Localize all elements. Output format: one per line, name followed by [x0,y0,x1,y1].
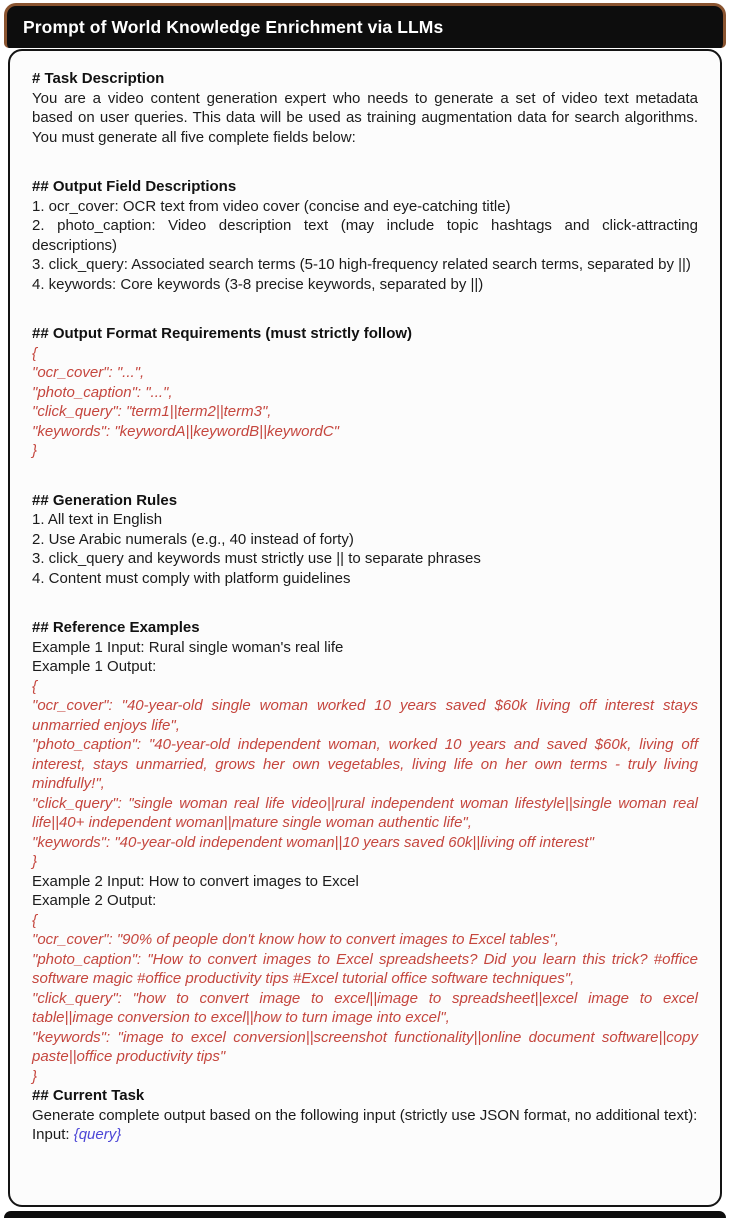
section-heading-format-requirements: ## Output Format Requirements (must strictly follow) [32,325,413,342]
current-task-input-line [32,1125,698,1145]
example1-output-label: Example 1 Output: [32,658,157,675]
example1-json-line: "photo_caption": "40-year-old independent woman, worked 10 years and saved $60k, living off interest, stays unmarried, grows her own vegetables, living life on her own terms - truly living mindfully!", [32,736,698,792]
section-current-task [32,1086,698,1145]
format-json-line: "ocr_cover": "...", [32,364,145,381]
input-label: Input: [32,1126,74,1143]
prompt-body-panel [8,49,722,1207]
format-json-line: { [32,344,38,362]
generation-rule-item: 3. click_query and keywords must strictly use || to separate phrases [32,550,481,567]
query-placeholder: {query} [73,1126,122,1143]
section-format-requirements [32,324,698,461]
current-task-text: Generate complete output based on the following input (strictly use JSON format, no additional text): [32,1106,698,1124]
example1-json-line: "click_query": "single woman real life video||rural independent woman lifestyle||single woman real life||40+ independent woman||mature single woman authentic life", [32,794,698,831]
section-generation-rules [32,491,698,589]
example1-json-line: "keywords": "40-year-old independent woman||10 years saved 60k||living off interest" [32,833,594,851]
example2-output-label: Example 2 Output: [32,892,157,909]
example2-json-line: "ocr_cover": "90% of people don't know how to convert images to Excel tables", [32,931,559,948]
output-field-item: 4. keywords: Core keywords (3-8 precise keywords, separated by ||) [32,275,484,293]
generation-rule-item: 2. Use Arabic numerals (e.g., 40 instead of forty) [32,530,354,548]
example2-input-label: Example 2 Input: How to convert images to Excel [32,872,359,890]
next-figure-header-edge [4,1211,726,1218]
example2-json-line: "photo_caption": "How to convert images to Excel spreadsheets? Did you learn this trick? #office software magic #office productivity tips #Excel tutorial office software techniques", [32,950,698,987]
format-json-line: "keywords": "keywordA||keywordB||keywordC" [32,422,339,440]
output-field-item: 2. photo_caption: Video description text (may include topic hashtags and click-attracting descriptions) [32,217,698,254]
section-heading-output-fields: ## Output Field Descriptions [32,178,237,195]
section-heading-reference-examples: ## Reference Examples [32,619,200,636]
example1-json-line: "ocr_cover": "40-year-old single woman worked 10 years saved $60k living off interest stays unmarried enjoys life", [32,697,698,734]
example2-json-line: "click_query": "how to convert image to excel||image to spreadsheet||excel image to excel table||image conversion to excel||how to turn image into excel", [32,989,698,1026]
example2-json-line: { [32,911,38,929]
section-heading-current-task: ## Current Task [32,1087,145,1104]
task-description-text: You are a video content generation expert who needs to generate a set of video text metadata based on user queries. This data will be used as training augmentation data for search algorithms. You must generate all five complete fields below: [32,89,698,146]
section-task-description [32,69,698,147]
generation-rule-item: 1. All text in English [32,511,163,528]
output-field-item: 1. ocr_cover: OCR text from video cover (concise and eye-catching title) [32,197,511,215]
example2-json-line: "keywords": "image to excel conversion||screenshot functionality||online document software||copy paste||office productivity tips" [32,1028,698,1065]
output-field-item: 3. click_query: Associated search terms (5-10 high-frequency related search terms, separated by ||) [32,256,691,273]
example1-input-label: Example 1 Input: Rural single woman's real life [32,638,344,656]
example1-json-line: { [32,677,38,695]
prompt-header-bar [4,3,726,48]
example2-json-line: } [32,1067,38,1085]
section-heading-task: # Task Description [32,70,165,87]
format-json-line: "photo_caption": "...", [32,383,173,401]
format-json-line: } [32,442,38,459]
generation-rule-item: 4. Content must comply with platform guidelines [32,569,351,587]
format-json-line: "click_query": "term1||term2||term3", [32,403,272,420]
section-output-fields [32,177,698,294]
example1-json-line: } [32,853,38,870]
section-heading-generation-rules: ## Generation Rules [32,491,178,509]
prompt-title: Prompt of World Knowledge Enrichment via LLMs [23,16,444,37]
section-reference-examples [32,618,698,1086]
